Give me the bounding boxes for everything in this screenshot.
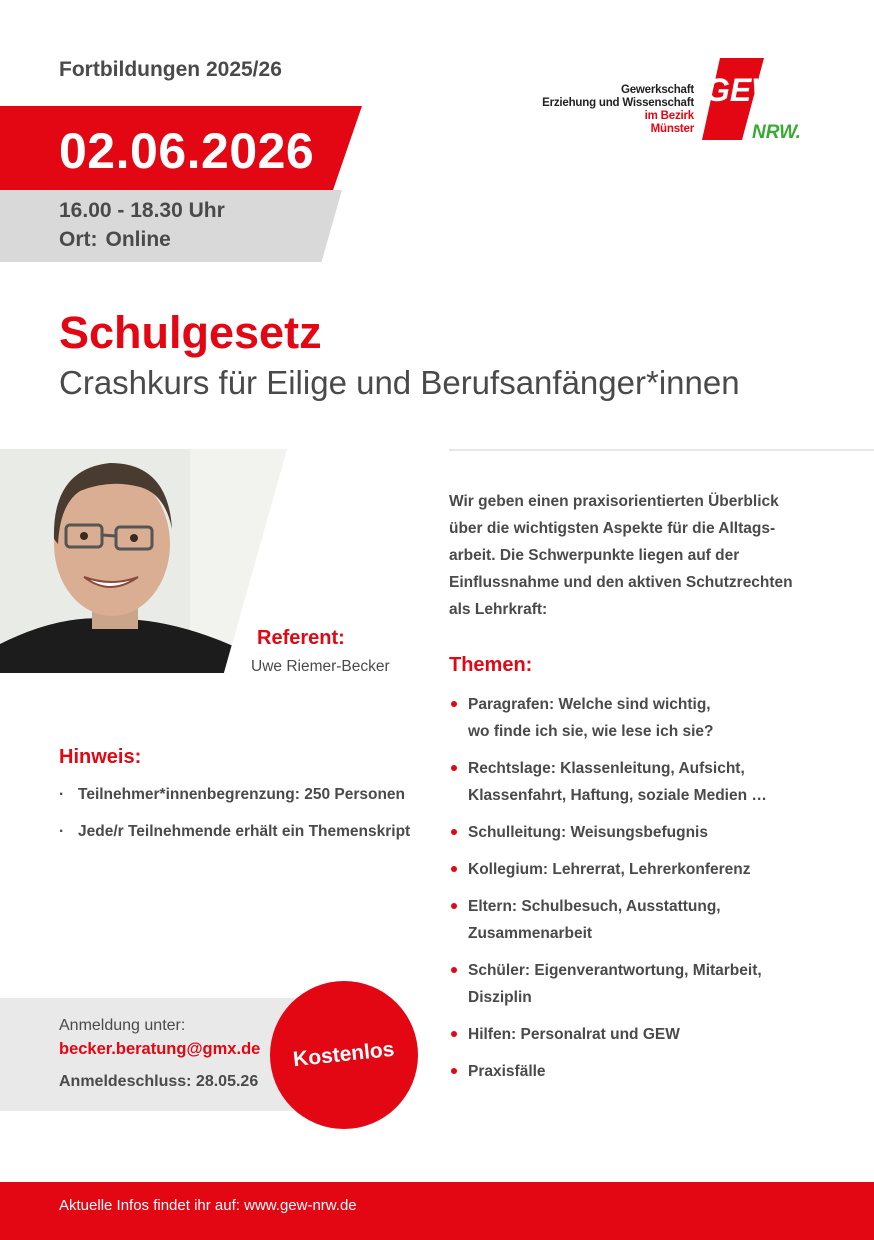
logo-gew-text: GEW bbox=[705, 72, 782, 108]
event-date: 02.06.2026 bbox=[59, 123, 315, 179]
hinweis-heading: Hinweis: bbox=[59, 746, 142, 768]
themen-item bbox=[449, 1021, 829, 1048]
themen-item-line: Schüler: Eigenverantwortung, Mitarbeit, bbox=[468, 962, 762, 979]
logo-nrw-text: NRW. bbox=[752, 122, 801, 143]
themen-item-line: Zusammenarbeit bbox=[468, 925, 593, 942]
intro-line: arbeit. Die Schwerpunkte liegen auf der bbox=[449, 547, 740, 564]
referent-name: Uwe Riemer-Becker bbox=[251, 658, 390, 675]
registration-email-link[interactable]: becker.beratung@gmx.de bbox=[59, 1040, 261, 1058]
gew-logo bbox=[520, 56, 820, 146]
themen-item-line: Kollegium: Lehrerrat, Lehrerkonferenz bbox=[468, 861, 751, 878]
intro-line: als Lehrkraft: bbox=[449, 601, 548, 618]
logo-text bbox=[542, 84, 694, 136]
footer-bar bbox=[0, 1182, 874, 1240]
referent-photo bbox=[0, 449, 287, 673]
themen-item-line: Disziplin bbox=[468, 989, 532, 1006]
portrait-illustration bbox=[0, 449, 287, 673]
themen-item bbox=[449, 856, 829, 883]
logo-line-muenster: Münster bbox=[650, 123, 694, 135]
themen-item-line: Praxisfälle bbox=[468, 1063, 546, 1080]
themen-item-line: Hilfen: Personalrat und GEW bbox=[468, 1026, 680, 1043]
themen-item-line: wo finde ich sie, wie lese ich sie? bbox=[468, 723, 714, 740]
intro-paragraph bbox=[449, 488, 819, 623]
footer-info-link[interactable]: Aktuelle Infos findet ihr auf: www.gew-nrw.de bbox=[59, 1197, 357, 1214]
logo-line-bezirk: im Bezirk bbox=[644, 110, 694, 122]
event-place bbox=[59, 228, 171, 252]
themen-item bbox=[449, 893, 829, 947]
themen-item-line: Schulleitung: Weisungsbefugnis bbox=[468, 824, 708, 841]
logo-line-erziehung: Erziehung und Wissenschaft bbox=[542, 97, 694, 109]
divider bbox=[449, 449, 874, 451]
themen-item bbox=[449, 819, 829, 846]
themen-item bbox=[449, 755, 829, 809]
themen-item-line: Paragrafen: Welche sind wichtig, bbox=[468, 696, 711, 713]
free-badge-label: Kostenlos bbox=[292, 1037, 396, 1072]
themen-list bbox=[449, 691, 829, 1095]
referent-label: Referent: bbox=[257, 627, 345, 649]
series-heading: Fortbildungen 2025/26 bbox=[59, 58, 282, 81]
hinweis-item: · Teilnehmer*innenbegrenzung: 250 Personen bbox=[59, 784, 410, 806]
themen-item-line: Eltern: Schulbesuch, Ausstattung, bbox=[468, 898, 721, 915]
course-title: Schulgesetz bbox=[59, 307, 322, 358]
intro-line: über die wichtigsten Aspekte für die Alltags- bbox=[449, 520, 776, 537]
registration-label: Anmeldung unter: bbox=[59, 1017, 186, 1034]
themen-item-line: Klassenfahrt, Haftung, soziale Medien … bbox=[468, 787, 767, 804]
themen-heading: Themen: bbox=[449, 654, 533, 676]
intro-line: Wir geben einen praxisorientierten Überblick bbox=[449, 493, 779, 510]
place-label: Ort: bbox=[59, 228, 98, 251]
hinweis-list bbox=[59, 784, 410, 858]
themen-item bbox=[449, 1058, 829, 1085]
intro-line: Einflussnahme und den aktiven Schutzrechten bbox=[449, 574, 793, 591]
themen-item bbox=[449, 691, 829, 745]
place-value: Online bbox=[105, 228, 171, 251]
registration-deadline: Anmeldeschluss: 28.05.26 bbox=[59, 1073, 259, 1090]
gew-logo-mark bbox=[702, 56, 822, 146]
event-time: 16.00 - 18.30 Uhr bbox=[59, 199, 225, 222]
free-badge bbox=[270, 981, 418, 1129]
logo-line-gewerkschaft: Gewerkschaft bbox=[620, 84, 694, 96]
themen-item-line: Rechtslage: Klassenleitung, Aufsicht, bbox=[468, 760, 745, 777]
hinweis-item: · Jede/r Teilnehmende erhält ein Themenskript bbox=[59, 821, 410, 843]
themen-item bbox=[449, 957, 829, 1011]
course-subtitle: Crashkurs für Eilige und Berufsanfänger*innen bbox=[59, 364, 740, 401]
